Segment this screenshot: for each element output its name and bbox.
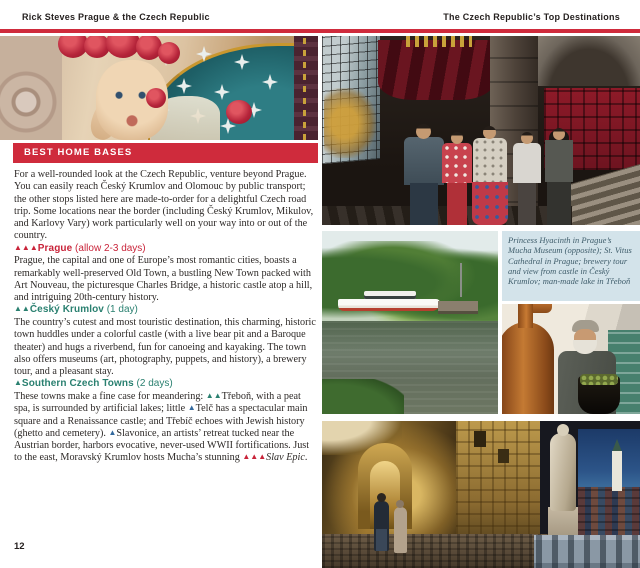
saint-statue [550,433,576,511]
tourist-figure [542,128,576,225]
section-body-cesky-krumlov: The country’s cutest and most touristic destination, this charming, historic town huddles under a colorful castle (with a live bear pit and a Baroque theater) and hugs a riverbend, fun for canoeing and kayaking. The town also offers museums (art, photography, puppets, and history), a brewery tour, and a pleasant stay. [14,316,316,378]
section-duration: (1 day) [103,304,138,316]
header-rule [0,29,640,33]
vaulted-ceiling [538,36,640,86]
copper-pipe [518,304,533,328]
flower-ornament [106,36,140,58]
photo-st-vitus-cathedral [322,36,640,225]
grassy-bank [322,379,404,414]
body-text: Slavonice, an artists’ retreat tucked near the Austrian border, harbors evocative, never-used WWII fortifications. Just to the east, Moravský Krumlov hosts Mucha’s stunning [14,427,310,464]
flower-ornament [158,42,180,64]
body-text: These towns make a fine case for meandering: [14,390,206,402]
body-text: . [304,452,308,464]
article-copy [14,169,317,465]
rating-triangles: ▲ [14,378,22,388]
flower-ornament [226,100,252,124]
photo-cesky-krumlov-castle-night [322,421,640,568]
tourist-figure [441,132,473,225]
section-title: Southern Czech Towns [21,378,134,390]
town-rooftops [578,487,640,539]
stone-balustrade [534,535,640,568]
red-tomb-canopy [378,40,494,100]
walking-figure [374,501,389,551]
rating-triangle: ▲ [187,403,196,413]
dock [438,301,478,314]
photo-trebon-lake [322,231,498,414]
section-body-southern-czech-towns [14,391,317,465]
walking-figure [394,507,407,553]
rating-triangles: ▲▲ [205,390,222,400]
section-heading-southern-czech-towns [14,378,317,391]
tourist-figure [471,126,509,225]
intro-paragraph: For a well-rounded look at the Czech Republic, venture beyond Prague. You can easily reach Český Krumlov and Olomouc by public transport; the other stops listed here are made-to-order for a delightful Czech road trip. Some locations near the border (including Český Krumlov, Mikulov, and Karlovy Vary) work particularly well on your way into or out of the country. [14,169,314,242]
tourist-figure [402,124,446,225]
rating-triangle: ▲ [108,427,117,437]
running-head-right: The Czech Republic’s Top Destinations [443,12,620,22]
castle-wall [456,421,540,539]
page-number: 12 [14,541,25,552]
castle-window [498,449,509,463]
tourist-figure [512,132,542,225]
section-banner: BEST HOME BASES [13,143,318,163]
church-tower [612,451,622,491]
excursion-boat [338,291,440,313]
rating-triangles: ▲▲ [14,304,30,314]
body-text: Telč has a spectacular main square and a Renaissance castle; and Třebíč echoes with Jewish history (ghetto and cemetery). [14,403,308,439]
photo-caption: Princess Hyacinth in Prague’s Mucha Museum (opposite); St. Vitus Cathedral in Prague; brewery tour and view from castle in Český Krumlov; man-made lake in Třeboň [502,231,640,301]
copper-brew-kettle [502,322,554,414]
section-heading-prague [14,243,317,256]
rating-triangles: ▲▲▲ [14,242,38,252]
section-duration: (allow 2-3 days) [72,242,146,254]
gold-crown-ornament [406,36,472,47]
gold-altar-glow [324,88,376,158]
section-title: Prague [37,242,73,254]
hops [580,374,618,385]
photo-mucha-princess-hyacinth [0,36,318,140]
section-duration: (2 days) [133,378,173,390]
boat-hull [338,299,440,311]
slav-epic-title: Slav Epic [266,452,305,464]
rating-triangles: ▲▲▲ [242,452,267,462]
mucha-left-ornament [0,36,62,140]
running-head-left: Rick Steves Prague & the Czech Republic [22,12,210,22]
section-heading-cesky-krumlov [14,304,317,317]
mucha-right-ornament [294,36,318,140]
boat-cabin [364,291,416,299]
cobblestone-path [322,534,550,568]
photo-brewery-tour [502,304,640,414]
stone-stairs [568,164,640,225]
flower-ornament [146,88,166,108]
castle-window [474,431,486,447]
body-text: Třeboň, with a peat spa, is surrounded by artificial lakes; little [14,390,301,415]
lamp-post [460,263,462,297]
section-body-prague: Prague, the capital and one of Europe’s most romantic cities, boasts a remarkably well-preserved Old Town, a bustling New Town packed with Art Nouveau, the picturesque Charles Bridge, a historic castle atop a hill, and intriguing 20th-century history. [14,255,313,304]
section-title: Český Krumlov [29,304,104,316]
